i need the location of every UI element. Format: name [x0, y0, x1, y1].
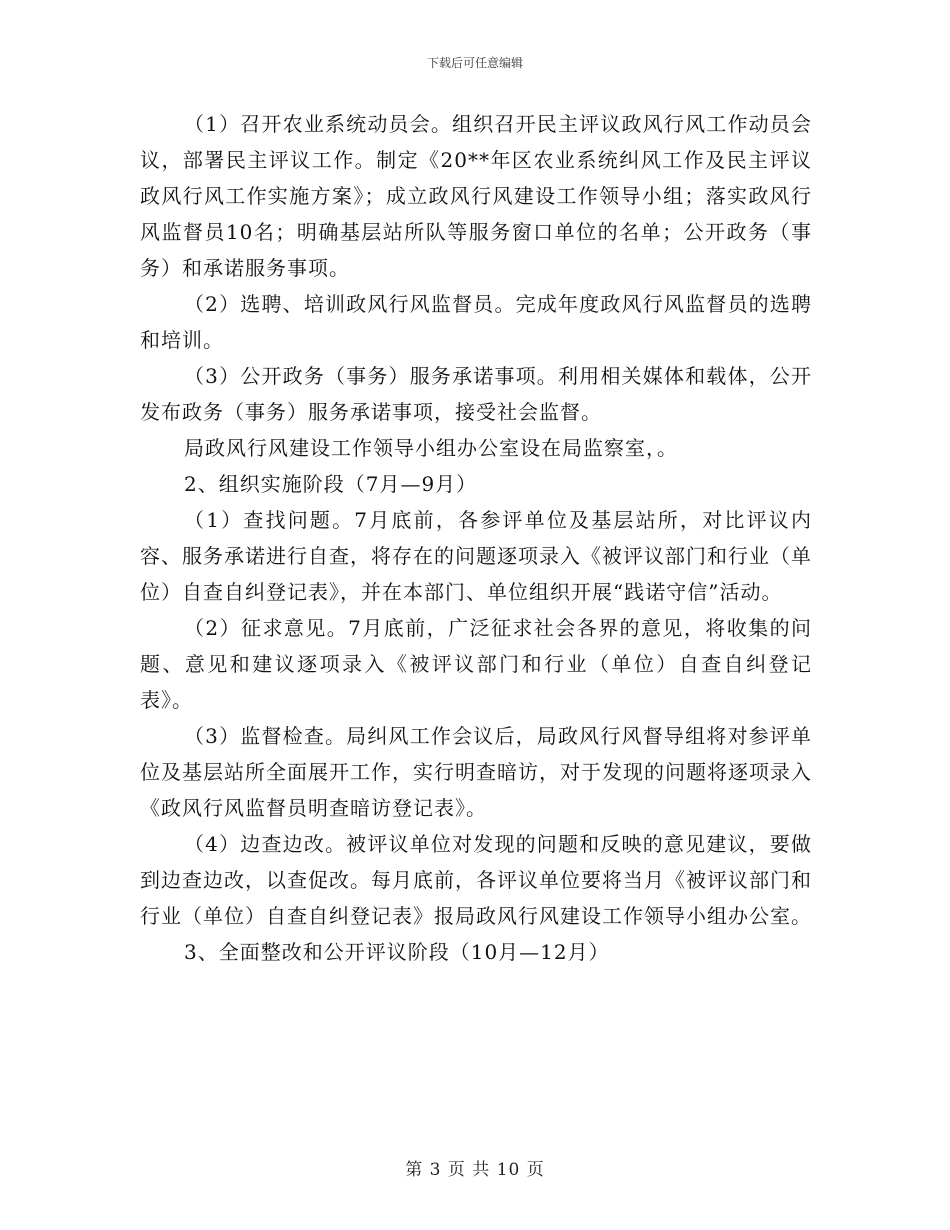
paragraph-1: （1）召开农业系统动员会。组织召开民主评议政风行风工作动员会议，部署民主评议工作。制定《20**年区农业系统纠风工作及民主评议政风行风工作实施方案》；成立政风行风建设工作领导小组；落实政风行风监督员10名；明确基层站所队等服务窗口单位的名单；公开政务（事务）和承诺服务事项。 — [140, 112, 812, 280]
paragraph-7: （3）监督检查。局纠风工作会议后，局政风行风督导组将对参评单位及基层站所全面展开工作，实行明查暗访，对于发现的问题将逐项录入《政风行风监督员明查暗访登记表》。 — [140, 724, 812, 820]
paragraph-4: 局政风行风建设工作领导小组办公室设在局监察室，。 — [184, 436, 678, 460]
document-body — [140, 106, 812, 970]
paragraph-6: （2）征求意见。7月底前，广泛征求社会各界的意见，将收集的问题、意见和建议逐项录入《被评议部门和行业（单位）自查自纠登记表》。 — [140, 616, 812, 712]
section-heading-2: 2、组织实施阶段（7月—9月） — [184, 472, 478, 496]
paragraph-2: （2）选聘、培训政风行风监督员。完成年度政风行风监督员的选聘和培训。 — [140, 292, 812, 352]
paragraph-8: （4）边查边改。被评议单位对发现的问题和反映的意见建议，要做到边查边改，以查促改。每月底前，各评议单位要将当月《被评议部门和行业（单位）自查自纠登记表》报局政风行风建设工作领导小组办公室。 — [140, 832, 812, 928]
header-note: 下载后可任意编辑 — [426, 56, 523, 70]
section-heading-3: 3、全面整改和公开评议阶段（10月—12月） — [184, 940, 610, 964]
page-number-footer: 第 3 页 共 10 页 — [405, 1160, 545, 1180]
paragraph-5: （1）查找问题。7月底前，各参评单位及基层站所，对比评议内容、服务承诺进行自查，将存在的问题逐项录入《被评议部门和行业（单位）自查自纠登记表》，并在本部门、单位组织开展“践诺守信”活动。 — [140, 508, 812, 604]
paragraph-3: （3）公开政务（事务）服务承诺事项。利用相关媒体和载体，公开发布政务（事务）服务承诺事项，接受社会监督。 — [140, 364, 812, 424]
